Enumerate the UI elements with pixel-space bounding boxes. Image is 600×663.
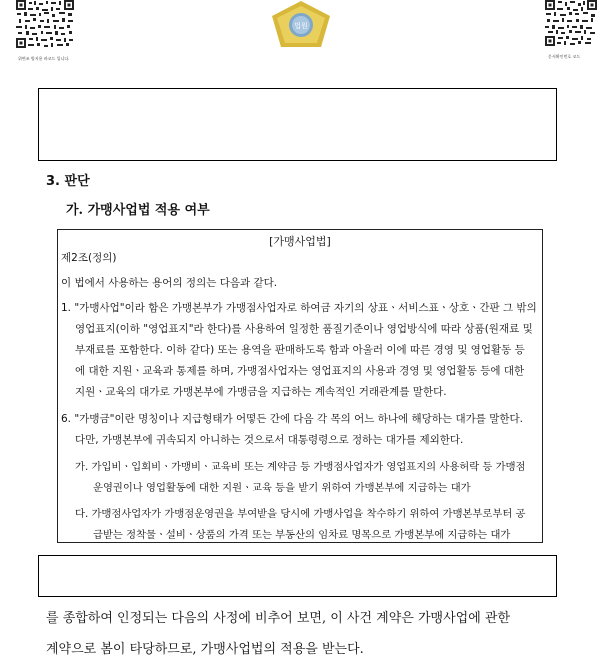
law-title: [가맹사업법] xyxy=(269,235,331,248)
body-paragraph-line: 를 종합하여 인정되는 다음의 사정에 비추어 보면, 이 사건 계약은 가맹사업에 관한 xyxy=(46,611,511,626)
subsection-heading: 가. 가맹사업법 적용 여부 xyxy=(66,203,210,218)
law-sub-ga-line: 운영권이나 영업활동에 대한 지원ㆍ교육 등을 받기 위하여 가맹본부에 지급하는 대가 xyxy=(93,482,471,494)
law-item1-line: 1. "가맹사업"이라 함은 가맹본부가 가맹점사업자로 하여금 자기의 상표ㆍ서비스표ㆍ상호ㆍ간판 그 밖의 xyxy=(61,302,537,314)
law-article: 제2조(정의) xyxy=(61,252,117,264)
law-item1-line: 부재료를 포함한다. 이하 같다) 또는 용역을 판매하도록 함과 아울러 이에 따른 경영 및 영업활동 등 xyxy=(75,344,525,356)
law-item1-line: 영업표지(이하 "영업표지"라 한다)를 사용하여 일정한 품질기준이나 영업방식에 따라 상품(원재료 및 xyxy=(75,323,533,335)
barcode-pattern-icon xyxy=(545,0,597,46)
verification-barcode-left xyxy=(16,0,74,48)
law-item6-line: 6. "가맹금"이란 명칭이나 지급형태가 어떻든 간에 다음 각 목의 어느 하나에 해당하는 대가를 말한다. xyxy=(61,413,523,425)
body-paragraph-line: 계약으로 봄이 타당하므로, 가맹사업법의 적용을 받는다. xyxy=(46,642,364,657)
law-intro: 이 법에서 사용하는 용어의 정의는 다음과 같다. xyxy=(61,277,278,289)
barcode-caption-right: 문서확인번호 코드 xyxy=(548,54,581,59)
law-item1-line: 에 대한 지원ㆍ교육과 통제를 하며, 가맹점사업자는 영업표지의 사용과 경영 및 영업활동 등에 대한 xyxy=(75,365,525,377)
court-emblem xyxy=(268,0,334,50)
law-sub-da-line: 다. 가맹점사업자가 가맹점운영권을 부여받을 당시에 가맹사업을 착수하기 위하여 가맹본부로부터 공 xyxy=(75,508,526,520)
barcode-pattern-icon xyxy=(16,0,74,48)
verification-barcode-right xyxy=(545,0,597,46)
redacted-block xyxy=(38,555,557,597)
barcode-caption-left: 위변조 방지용 바코드 입니다. xyxy=(18,56,70,61)
section-heading: 3. 판단 xyxy=(46,174,90,189)
emblem-text: 법원 xyxy=(294,22,308,30)
court-emblem-icon xyxy=(268,0,334,50)
law-item6-line: 다만, 가맹본부에 귀속되지 아니하는 것으로서 대통령령으로 정하는 대가를 제외한다. xyxy=(75,434,464,446)
law-item1-line: 지원ㆍ교육의 대가로 가맹본부에 가맹금을 지급하는 계속적인 거래관계를 말한다. xyxy=(75,386,447,398)
law-sub-da-line: 급받는 정착물ㆍ설비ㆍ상품의 가격 또는 부동산의 임차료 명목으로 가맹본부에 지급하는 대가 xyxy=(93,529,511,541)
law-sub-ga-line: 가. 가입비ㆍ입회비ㆍ가맹비ㆍ교육비 또는 계약금 등 가맹점사업자가 영업표지의 사용허락 등 가맹점 xyxy=(75,461,526,473)
redacted-block xyxy=(38,88,557,161)
